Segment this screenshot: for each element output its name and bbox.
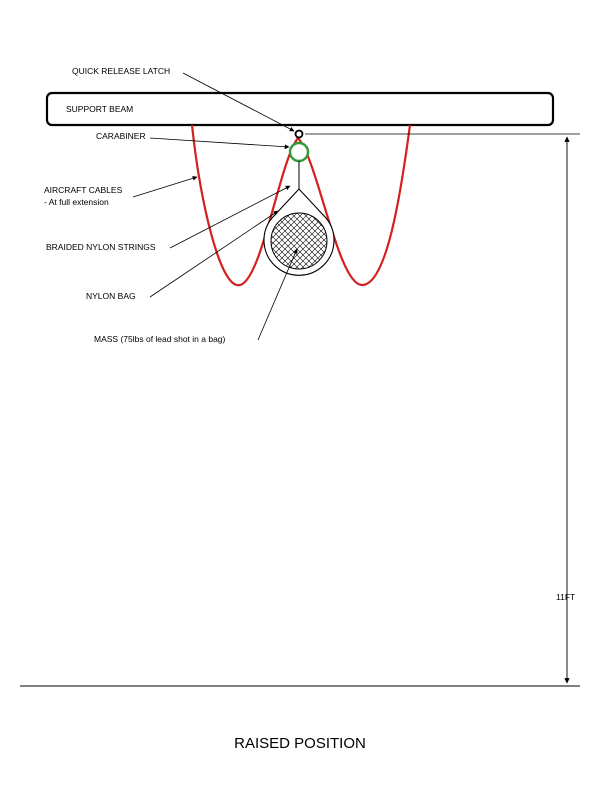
- carabiner: [290, 143, 308, 161]
- mass-label: MASS (75lbs of lead shot in a bag): [94, 334, 226, 344]
- aircraft-cables-sublabel: - At full extension: [44, 197, 109, 207]
- braided-nylon-strings-label: BRAIDED NYLON STRINGS: [46, 242, 156, 252]
- aircraft-cables-label: AIRCRAFT CABLES: [44, 185, 123, 195]
- quick-release-latch: [296, 131, 303, 138]
- nylon-bag-label: NYLON BAG: [86, 291, 136, 301]
- carabiner-label: CARABINER: [96, 131, 146, 141]
- diagram-caption: RAISED POSITION: [234, 735, 366, 752]
- leader-aircraft-cables: [133, 177, 197, 197]
- support-beam-label: SUPPORT BEAM: [66, 104, 134, 114]
- height-label: 11FT: [556, 592, 576, 602]
- leader-carabiner: [150, 138, 289, 147]
- quick-release-latch-label: QUICK RELEASE LATCH: [72, 66, 171, 76]
- mass-lead-shot: [271, 213, 327, 269]
